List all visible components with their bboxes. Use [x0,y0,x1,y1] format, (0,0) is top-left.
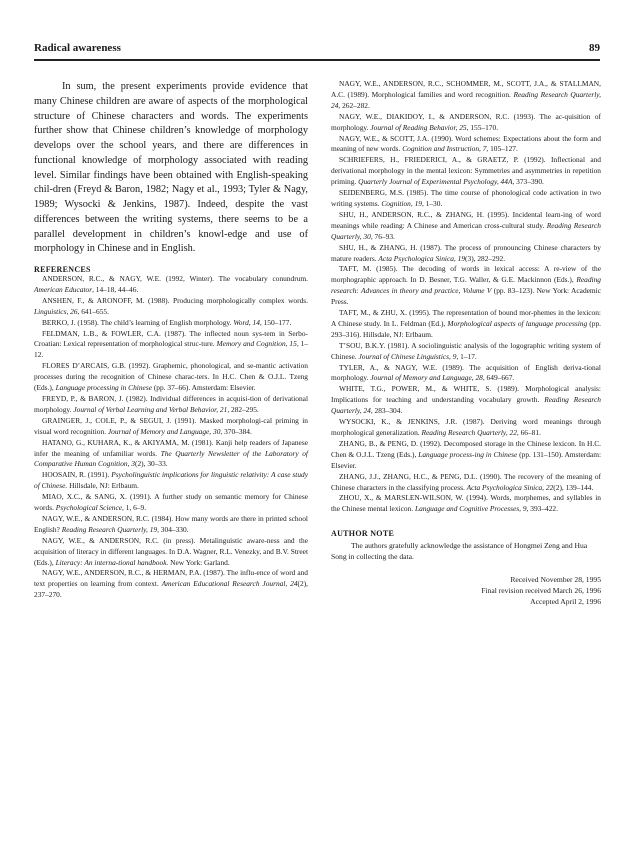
reference-entry [34,329,308,362]
reference-source-title: Reading Research Quarterly, 22, [421,428,519,437]
reference-entry [34,536,308,569]
reference-text: SHU, H., ANDERSON, R.C., & ZHANG, H. (1995). Incidental learn-ing of word meanings while reading: A Chinese and American cross-cultural study. [331,209,601,230]
reference-pages: Hillsdale, NJ: Erlbaum. [67,481,139,491]
reference-pages: 393–422. [528,504,558,514]
reference-source-title: Journal of Reading Behavior, 25, [370,122,469,132]
reference-entry [34,274,308,296]
reference-entry [331,493,601,515]
reference-source-title: Acta Psychologica Sinica, 22 [466,482,554,492]
references-section [34,265,308,601]
left-column [34,80,308,601]
reference-source-title: Psycholinguistic implications for linguistic relativity: A case study of Chinese. [34,470,309,491]
reference-pages: 1–12. [34,339,308,360]
references-list-left [34,274,308,601]
reference-text: NAGY, W.E., & ANDERSON, R.C. (in press). Metalinguistic aware-ness and the acquisition of literacy in different languages. In D.A. Wagner, R.L. Venezky, and B.V. Street (Eds.), [34,535,308,567]
reference-entry [331,363,601,385]
reference-text: NAGY, W.E., DIAKIDOY, I., & ANDERSON, R.C. (1993). The ac-quisition of morphology. [331,111,601,132]
reference-source-title: Linguistics, 26, [34,306,80,316]
reference-pages: 282–295. [229,404,259,414]
reference-entry [331,79,601,112]
reference-entry [331,112,601,134]
reference-text: GRAINGER, J., COLE, P., & SEGUI, J. (1991). Masked morphologi-cal priming in visual word recognition. [34,415,308,436]
reference-text: ANSHEN, F., & ARONOFF, M. (1988). Producing morphologically complex words. [42,295,308,305]
reference-entry [34,318,308,329]
reference-entry [331,472,601,494]
reference-source-title: Journal of Verbal Learning and Verbal Behavior, 21, [73,404,230,414]
reference-pages: 262–282. [340,100,370,110]
reference-pages: 641–655. [79,306,109,316]
reference-pages: (3), 282–292. [465,253,506,263]
reference-text: FELDMAN, L.B., & FOWLER, C.A. (1987). The inflected noun sys-tem in Serbo-Croatian: Lexical representation of morphological struc-ture. [34,328,308,349]
reference-pages: 105–127. [488,144,518,154]
reference-text: ANDERSON, R.C., & NAGY, W.E. (1992, Winter). The vocabulary conundrum. [42,274,308,283]
reference-entry [331,134,601,156]
references-list-right [331,79,601,515]
reference-entry [331,384,601,417]
reference-entry [331,155,601,188]
page-number: 89 [589,42,600,54]
reference-pages: (pp. 83–123). New York: Academic Press. [331,286,601,307]
reference-source-title: Reading Research Quarterly, 24, [331,395,601,416]
reference-pages: (2), 139–144. [553,482,594,492]
reference-text: HATANO, G., KUHARA, K., & AKIYAMA, M. (1981). Kanji help readers of Japanese infer the meaning of unfamiliar words. [34,437,308,458]
reference-entry [34,394,308,416]
reference-pages: (pp. 293–316). Hillsdale, NJ: Erlbaum. [331,318,601,339]
references-heading: REFERENCES [34,265,91,274]
reference-text: NAGY, W.E., ANDERSON, R.C., SCHOMMER, M., SCOTT, J.A., & STALLMAN, A.C. (1989). Morphological families and word recognition. [331,79,601,99]
reference-pages: (pp. 37–66). Amsterdam: Elsevier. [151,383,256,393]
reference-text: ZHOU, X., & MARSLEN-WILSON, W. (1994). Words, morphemes, and syllables in the Chinese mental lexicon. [331,493,601,514]
reference-source-title: Quarterly Journal of Experimental Psychology, 44A, [358,177,515,187]
reference-entry [331,210,601,243]
reference-pages: 304–330. [158,524,189,534]
reference-source-title: Reading Research Quarterly, 24, [331,89,602,110]
reference-entry [34,296,308,318]
reference-pages: 1–30. [423,198,443,208]
reference-text: FREYD, P., & BARON, J. (1982). Individual differences in acquisi-tion of derivational morphology. [34,393,308,414]
reference-pages: 373–390. [514,177,544,187]
revision-date: Final revision received March 26, 1996 [481,586,601,596]
reference-pages: 76–93. [372,231,395,241]
reference-text: NAGY, W.E., ANDERSON, R.C., & HERMAN, P.A. (1987). The influ-ence of word and text properties on learning from context. [34,568,308,589]
running-header [34,42,600,56]
reference-source-title: Word, 14, [233,317,262,327]
reference-pages: 370–384. [222,426,252,436]
reference-text: FLORES D’ARCAIS, G.B. (1992). Graphemic, phonological, and se-mantic activation processes during the recognition of Chinese charac-ters. In H.C. Chen & O.J.L. Tzeng (Eds.), [34,361,308,393]
reference-entry [34,470,308,492]
author-note-text: The authors gratefully acknowledge the assistance of Hongmei Zeng and Hua Song in collecting the data. [331,541,588,562]
reference-source-title: Reading research: Advances in theory and practice, Volume V [331,275,601,296]
reference-source-title: Cognition, 19, [381,198,424,208]
reference-entry [34,568,308,601]
reference-source-title: Cognition and Instruction, 7, [402,144,489,154]
reference-text: ZHANG, J.J., ZHANG, H.C., & PENG, D.L. (1990). The recovery of the meaning of Chinese characters in the classifying process. [331,471,601,492]
reference-source-title: Language process-ing in Chinese [418,449,518,459]
reference-text: TAFT, M. (1985). The decoding of words in lexical access: A re-view of the morphographic approach. In D. Besner, T.G. Waller, & G.E. Mackinnon (Eds.), [331,264,601,285]
reference-source-title: Language and Cognitive Processes, 9, [414,504,529,514]
reference-entry [331,264,601,308]
reference-entry [331,417,601,439]
right-column [331,79,601,607]
reference-text: WYSOCKI, K., & JENKINS, J.R. (1987). Deriving word meanings through morphological generalization. [331,417,601,437]
reference-entry [34,361,308,394]
reference-source-title: Literacy: An interna-tional handbook. [55,557,169,567]
reference-pages: , 14–18, 44–46. [92,284,139,294]
reference-pages: 283–304. [372,406,403,416]
running-title: Radical awareness [34,42,121,54]
reference-entry [331,341,601,363]
reference-pages: 1, 6–9. [123,503,147,513]
reference-pages: 649–667. [484,373,515,383]
author-note-heading: AUTHOR NOTE [331,529,395,539]
reference-entry [34,416,308,438]
reference-pages: 155–170. [468,122,499,132]
reference-entry [331,308,601,341]
accepted-date: Accepted April 2, 1996 [530,597,601,607]
reference-text: TYLER, A., & NAGY, W.E. (1989). The acquisition of English deriva-tional morphology. [331,362,601,383]
received-date: Received November 28, 1995 [510,575,601,585]
reference-pages: 150–177. [261,317,292,327]
reference-entry [331,243,601,265]
reference-pages: 66–81. [518,428,541,437]
reference-text: ZHANG, B., & PENG, D. (1992). Decomposed storage in the Chinese lexicon. In H.C. Chen & O.J.L. Tzeng (Eds.), [331,438,601,459]
reference-source-title: Reading Research Quarterly, 30, [331,220,601,241]
reference-source-title: Acta Psychologica Sinica, 19 [378,253,466,263]
reference-pages: (2), 237–270. [34,579,309,600]
reference-source-title: Journal of Memory and Language, 28, [370,373,485,383]
reference-text: MIAO, X.C., & SANG, X. (1991). A further study on semantic memory for Chinese words. [34,492,308,513]
reference-text: TAFT, M., & ZHU, X. (1995). The representation of bound mor-phemes in the lexicon: A Chinese study. In L. Feldman (Ed.), [331,308,601,328]
reference-source-title: Journal of Chinese Linguistics, 9, [358,351,459,361]
reference-source-title: American Educator [34,284,93,294]
reference-entry [34,438,308,471]
reference-text: SEIDENBERG, M.S. (1985). The time course of phonological code activation in two writing systems. [331,188,601,208]
reference-text: NAGY, W.E., & SCOTT, J.A. (1990). Word schemes: Expectations about the form and meaning of new words. [331,133,601,154]
reference-source-title: The Quarterly Newsletter of the Laboratory of Comparative Human Cognition, 3 [34,448,308,469]
reference-text: WHITE, T.G., POWER, M., & WHITE, S. (1989). Morphological analysis: Implications for teaching and understanding vocabulary growth. [331,384,601,405]
reference-text: SCHRIEFERS, H., FRIEDERICI, A., & GRAETZ, P. (1992). Inflectional and derivational morphology in the mental lexicon: Symmetries and asymmetries in repetition priming. [331,155,601,187]
reference-source-title: Journal of Memory and Language, 30, [107,426,223,436]
reference-source-title: Memory and Cognition, 15, [216,339,299,349]
reference-entry [331,188,601,210]
reference-pages: 1–17. [458,351,477,361]
reference-pages: (2), 30–33. [135,459,168,469]
reference-source-title: Language processing in Chinese [55,383,152,393]
reference-pages: New York: Garland. [168,557,230,567]
reference-source-title: Reading Research Quarterly, 19, [61,524,159,534]
conclusion-paragraph: In sum, the present experiments provide evidence that many Chinese children are aware of aspects of the morphological structure of Chinese characters and words. The experiments further show that Chinese children’s knowledge of morphology develops over the school years, and there are differences in functional knowledge of morphology associated with reading level. Similar findings have been obtained with English-speaking chil-dren (Freyd & Baron, 1982; Nagy et al., 1993; Tyler & Nagy, 1989; Wysocki & Jenkins, 1987). Indeed, despite the vast differences between the writing systems, there seems to be a parallel development in children’s knowl-edge and use of morphology in Chinese and in English. [34,81,308,255]
reference-source-title: American Educational Research Journal, 24 [161,579,298,589]
header-rule [34,59,600,61]
reference-entry [34,492,308,514]
reference-text: SHU, H., & ZHANG, H. (1987). The process of pronouncing Chinese characters by mature readers. [331,242,601,263]
reference-text: BERKO, J. (1958). The child’s learning of English morphology. [42,317,234,327]
reference-source-title: Morphological aspects of language processing [447,318,588,328]
submission-dates [331,574,601,607]
reference-text: T’SOU, B.K.Y. (1981). A sociolinguistic analysis of the logographic writing system of Chinese. [331,340,601,361]
reference-source-title: Psychological Science, [55,503,124,513]
reference-entry [331,439,601,472]
reference-text: NAGY, W.E., & ANDERSON, R.C. (1984). How many words are there in printed school English? [34,513,308,534]
reference-text: HOOSAIN, R. (1991). [42,470,112,480]
reference-entry [34,514,308,536]
reference-pages: (pp. 131–150). Amsterdam: Elsevier. [331,449,601,470]
